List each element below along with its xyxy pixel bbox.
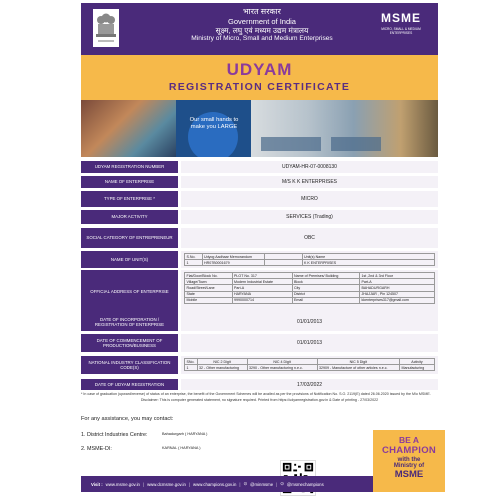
units-header-cell: Udyog Aadhaar Memorandum: [202, 254, 265, 260]
msme-logo: [370, 11, 432, 47]
commence-value: 01/01/2013: [181, 334, 438, 352]
disclaimer-italic: Disclaimer: This is computer generated statement, no signature required. Printed from https://udyamregistration.gov.in & Date of printing - 27/03/2022: [140, 397, 379, 402]
banner-image: [81, 100, 438, 157]
banner-tagline-2: make you LARGE: [190, 124, 238, 131]
disclaimer: [81, 392, 438, 403]
nic-cell: Manufacturing: [400, 365, 435, 371]
address-cell: PLOT No. 317: [232, 273, 292, 279]
address-cell: Email: [292, 297, 360, 303]
address-label: OFFICIAL ADDRESS OF ENTERPRISE: [81, 270, 178, 314]
footer-separator: |: [142, 481, 145, 487]
address-cell: Modern Industrial Estate: [232, 279, 292, 285]
address-table: [184, 272, 435, 304]
footer-link-champions[interactable]: www.champions.gov.in: [193, 481, 237, 487]
social-icon: ⊙: [243, 481, 248, 486]
address-cell: Flat/Door/Block No.: [185, 273, 233, 279]
nic-row: [185, 365, 435, 371]
dic-value: Bahadurgarh ( HARYANA ): [162, 432, 208, 436]
national-emblem-icon: [93, 9, 119, 47]
header-band: [81, 3, 438, 55]
nic-label: NATIONAL INDUSTRY CLASSIFICATION CODE(S): [81, 356, 178, 374]
reg-date-label: DATE OF UDYAM REGISTRATION: [81, 379, 178, 390]
header-text: [167, 7, 357, 43]
nic-header-cell: NIC 2 Digit: [197, 359, 247, 365]
header-gov: Government of India: [228, 16, 296, 26]
header-ministry: Ministry of Micro, Small and Medium Enterprises: [191, 34, 333, 42]
champion-line-1: BE A: [399, 435, 419, 445]
banner-tagline: [179, 117, 249, 131]
units-row: [185, 260, 435, 266]
units-cell: 1: [185, 260, 203, 266]
units-table-cell: [181, 251, 438, 268]
nic-table: [184, 358, 435, 371]
incorp-value: 01/01/2013: [181, 313, 438, 331]
nic-header-cell: NIC 5 Digit: [317, 359, 400, 365]
address-cell: 1st ,2nd & 3rd Floor: [360, 273, 435, 279]
address-cell: kkenterprises317@gmail.com: [360, 297, 435, 303]
address-cell: District: [292, 291, 360, 297]
address-cell: HARYANA: [232, 291, 292, 297]
address-cell: BAHADURGARH: [360, 285, 435, 291]
nic-cell: 32 - Other manufacturing: [197, 365, 247, 371]
social-label: SOCIAL CATEGORY OF ENTREPRENEUR: [81, 228, 178, 248]
address-cell: Part-A: [232, 285, 292, 291]
footer-separator: |: [239, 481, 241, 487]
row-commencement: [81, 334, 438, 352]
row-type: [81, 191, 438, 207]
activity-value: SERVICES (Trading): [181, 210, 438, 224]
address-cell: JHAJJAR , Pin 124507: [360, 291, 435, 297]
title-udyam: UDYAM: [226, 60, 293, 79]
row-address: [81, 270, 438, 314]
nic-header-cell: Activity: [400, 359, 435, 365]
social-value: OBC: [181, 228, 438, 248]
type-value: MICRO: [181, 191, 438, 207]
footer-visit: Visit :: [91, 481, 103, 487]
title-band: [81, 55, 438, 100]
units-header-cell: S.No.: [185, 254, 203, 260]
msmedi-label: 2. MSME-DI:: [81, 446, 112, 452]
nic-cell: 3290 - Other manufacturing n.e.c.: [247, 365, 317, 371]
disclaimer-note: * In case of graduation (upward/reverse) of status of an enterprise, the benefit of the Government Schemes will be availed as per the provisions of Notification No. S.O. 2119(E) dated 26.06.2020 issued by the M/o MSME.: [81, 392, 431, 396]
header-hindi-gov: भारत सरकार: [243, 7, 281, 16]
address-cell: State: [185, 291, 233, 297]
row-incorporation: [81, 313, 438, 331]
reg-no-value: UDYAM-HR-07-0008130: [181, 161, 438, 173]
address-cell: 9990000714: [232, 297, 292, 303]
units-cell: [265, 260, 303, 266]
banner-desk-shape: [331, 137, 381, 151]
units-table: [184, 253, 435, 266]
nic-table-cell: [181, 356, 438, 374]
footer-separator: |: [188, 481, 191, 487]
units-header-cell: Unit(s) Name: [302, 254, 435, 260]
header-hindi-ministry: सूक्ष्म, लघु एवं मध्यम उद्यम मंत्रालय: [215, 25, 309, 35]
nic-cell: 32909 - Manufacture of other articles n.e.c.: [317, 365, 400, 371]
units-cell: HR07B0001679: [202, 260, 265, 266]
footer-bar: [81, 476, 373, 492]
row-units: [81, 251, 438, 268]
footer-link-msme[interactable]: www.msme.gov.in: [105, 481, 140, 487]
banner-office-photo: [251, 100, 438, 157]
address-cell: Village/Town: [185, 279, 233, 285]
reg-date-value: 17/03/2022: [181, 379, 438, 390]
name-label: NAME OF ENTERPRISE: [81, 176, 178, 188]
champion-line-3: with the: [397, 457, 421, 463]
msme-logo-sub: MICRO, SMALL & MEDIUM ENTERPRISES: [381, 27, 421, 35]
footer-follow-champions[interactable]: @msmechampions: [286, 481, 324, 487]
footer-separator: |: [276, 481, 278, 487]
address-cell: Mobile: [185, 297, 233, 303]
footer-link-dcmsme[interactable]: www.dcmsme.gov.in: [147, 481, 186, 487]
banner-tagline-panel: [176, 100, 251, 157]
social-icon: ⊙: [280, 481, 284, 486]
units-label: NAME OF UNIT(S): [81, 251, 178, 268]
row-activity: [81, 210, 438, 224]
activity-label: MAJOR ACTIVITY: [81, 210, 178, 224]
banner-tagline-1: Our small hands to: [189, 117, 239, 123]
row-reg-no: [81, 161, 438, 173]
row-social: [81, 228, 438, 248]
msmedi-value: KARNAL ( HARYANA ): [162, 446, 201, 450]
address-table-cell: [181, 270, 438, 314]
title-registration: REGISTRATION CERTIFICATE: [168, 81, 351, 93]
type-label: TYPE OF ENTERPRISE *: [81, 191, 178, 207]
row-reg-date: [81, 379, 438, 390]
champion-line-4: Ministry of: [393, 463, 425, 469]
msme-logo-text: MSME: [381, 11, 421, 25]
champion-line-5: MSME: [394, 469, 424, 480]
nic-cell: 1: [185, 365, 198, 371]
champion-line-2: CHAMPION: [381, 445, 437, 456]
address-cell: Part-A: [360, 279, 435, 285]
address-cell: Name of Premises/ Building: [292, 273, 360, 279]
dic-label: 1. District Industries Centre:: [81, 432, 148, 438]
banner-artisan-photo: [81, 100, 176, 157]
nic-header-cell: SNo.: [185, 359, 198, 365]
banner-desk-shape: [261, 137, 321, 151]
commence-label: DATE OF COMMENCEMENT OF PRODUCTION/BUSINESS: [81, 334, 178, 352]
address-cell: Block: [292, 279, 360, 285]
reg-no-label: UDYAM REGISTRATION NUMBER: [81, 161, 178, 173]
champion-badge: [373, 430, 445, 492]
incorp-label: DATE OF INCORPORATION / REGISTRATION OF ENTERPRISE: [81, 313, 178, 331]
units-cell: K K ENTERPRISES: [302, 260, 435, 266]
address-cell: City: [292, 285, 360, 291]
name-value: M/S K K ENTERPRISES: [181, 176, 438, 188]
row-name: [81, 176, 438, 188]
footer-follow-minmsme[interactable]: @minmsme: [250, 481, 274, 487]
row-nic: [81, 356, 438, 374]
nic-header-cell: NIC 4 Digit: [247, 359, 317, 365]
address-cell: Road/Street/Lane: [185, 285, 233, 291]
assistance-heading: For any assistance, you may contact:: [81, 416, 174, 422]
address-row: [185, 297, 435, 303]
